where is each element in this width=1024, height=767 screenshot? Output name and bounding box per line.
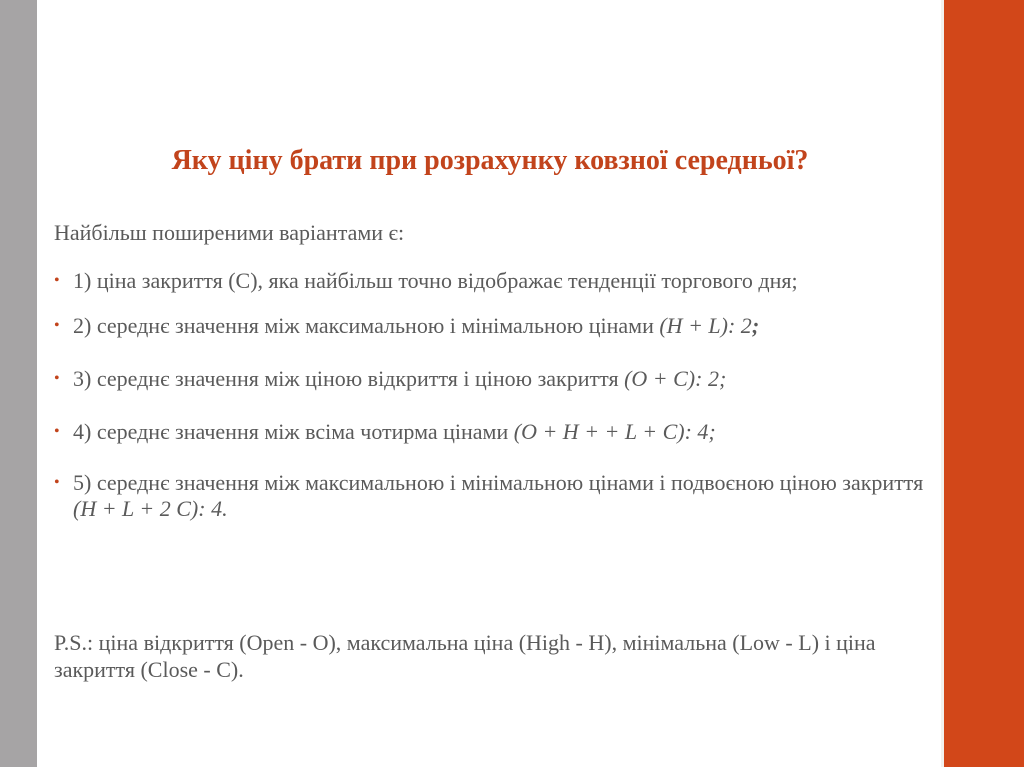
list-item	[54, 470, 934, 522]
list-item-text: 2) середнє значення між максимальною і мінімальною цінами	[73, 313, 660, 338]
list-item-text: 1) ціна закриття (С), яка найбільш точно відображає тенденції торгового дня;	[73, 268, 798, 293]
list-item-formula: (H + L): 2	[659, 313, 752, 338]
bullet-icon: •	[54, 423, 60, 440]
list-item-text: 3) середнє значення між ціною відкриття і ціною закриття	[73, 366, 625, 391]
bullet-icon: •	[54, 317, 60, 334]
slide-title: Яку ціну брати при розрахунку ковзної середньої?	[171, 145, 809, 176]
list-item	[54, 268, 934, 294]
intro-text: Найбільш поширеними варіантами є:	[54, 220, 405, 245]
list-item	[54, 313, 934, 339]
list-item-text: 5) середнє значення між максимальною і мінімальною цінами і подвоєною ціною закриття	[73, 470, 924, 495]
list-item	[54, 419, 934, 445]
options-list	[54, 268, 934, 522]
list-item-formula: (О + С): 2;	[624, 366, 727, 391]
bullet-icon: •	[54, 370, 60, 387]
list-item-formula: (О + Н + + L + С): 4;	[513, 419, 716, 444]
list-item-text: 4) середнє значення між всіма чотирма цінами	[73, 419, 514, 444]
list-item-formula: (Н + L + 2 С): 4.	[73, 496, 228, 521]
ps-note: P.S.: ціна відкриття (Open - O), максимальна ціна (High - H), мінімальна (Low - L) і ціна закриття (Close - C).	[54, 630, 876, 682]
right-decorative-bar	[944, 0, 1024, 767]
bullet-icon: •	[54, 272, 60, 289]
list-item-formula-end: ;	[751, 313, 760, 338]
list-item	[54, 366, 934, 392]
left-decorative-bar	[0, 0, 37, 767]
bullet-icon: •	[54, 474, 60, 491]
